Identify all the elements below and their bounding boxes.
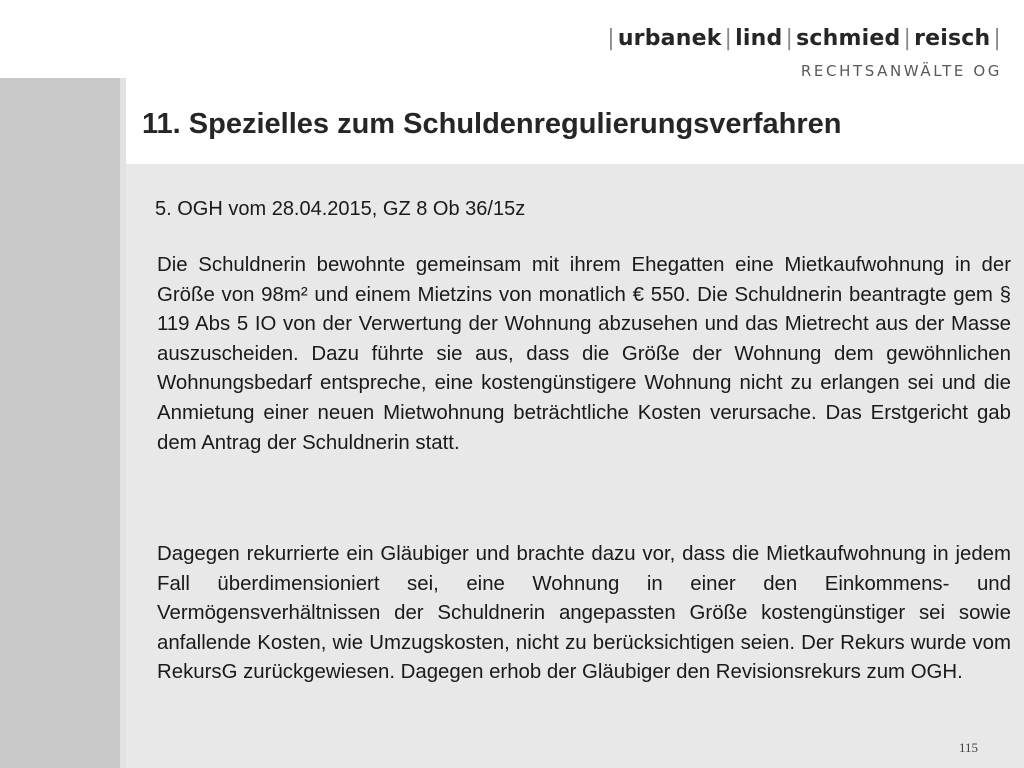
paragraph-appeal: Dagegen rekurrierte ein Gläubiger und brachte dazu vor, dass die Mietkaufwohnung in jedem Fall überdimensioniert sei, eine Wohnung in einer den Einkommens- und Vermögensverhältnissen der Schuldnerin angepassten Größe kostengünstiger sei sowie anfallende Kosten, wie Umzugskosten, nicht zu berücksichtigen seien. Der Rekurs wurde vom RekursG zurückgewiesen. Dagegen erhob der Gläubiger den Revisionsrekurs zum OGH. <box>157 543 1011 684</box>
logo-name-reisch: reisch <box>914 26 991 51</box>
logo-separator: | <box>903 26 912 51</box>
logo-name-schmied: schmied <box>796 26 901 51</box>
left-decorative-bar <box>0 78 126 768</box>
logo-separator: | <box>724 26 733 51</box>
page-number: 115 <box>958 740 978 755</box>
firm-logo <box>604 26 1004 51</box>
logo-separator: | <box>607 26 615 51</box>
logo-name-urbanek: urbanek <box>617 26 722 51</box>
logo-name-lind: lind <box>735 26 783 51</box>
logo-separator: | <box>785 26 794 51</box>
firm-subtitle: RECHTSANWÄLTE OG <box>800 62 1002 80</box>
logo-separator: | <box>993 26 1001 51</box>
slide-title: 11. Spezielles zum Schuldenregulierungsverfahren <box>142 108 842 140</box>
case-reference: 5. OGH vom 28.04.2015, GZ 8 Ob 36/15z <box>155 198 526 220</box>
paragraph-facts: Die Schuldnerin bewohnte gemeinsam mit ihrem Ehegatten eine Mietkaufwohnung in der Größe von 98m² und einem Mietzins von monatlich € 550. Die Schuldnerin beantragte gem § 119 Abs 5 IO von der Verwertung der Wohnung abzusehen und das Mietrecht aus der Masse auszuscheiden. Dazu führte sie aus, dass die Größe der Wohnung dem gewöhnlichen Wohnungsbedarf entspreche, eine kostengünstigere Wohnung nicht zu erlangen sei und die Anmietung einer neuen Mietwohnung beträchtliche Kosten verursache. Das Erstgericht gab dem Antrag der Schuldnerin statt. <box>157 254 1011 454</box>
